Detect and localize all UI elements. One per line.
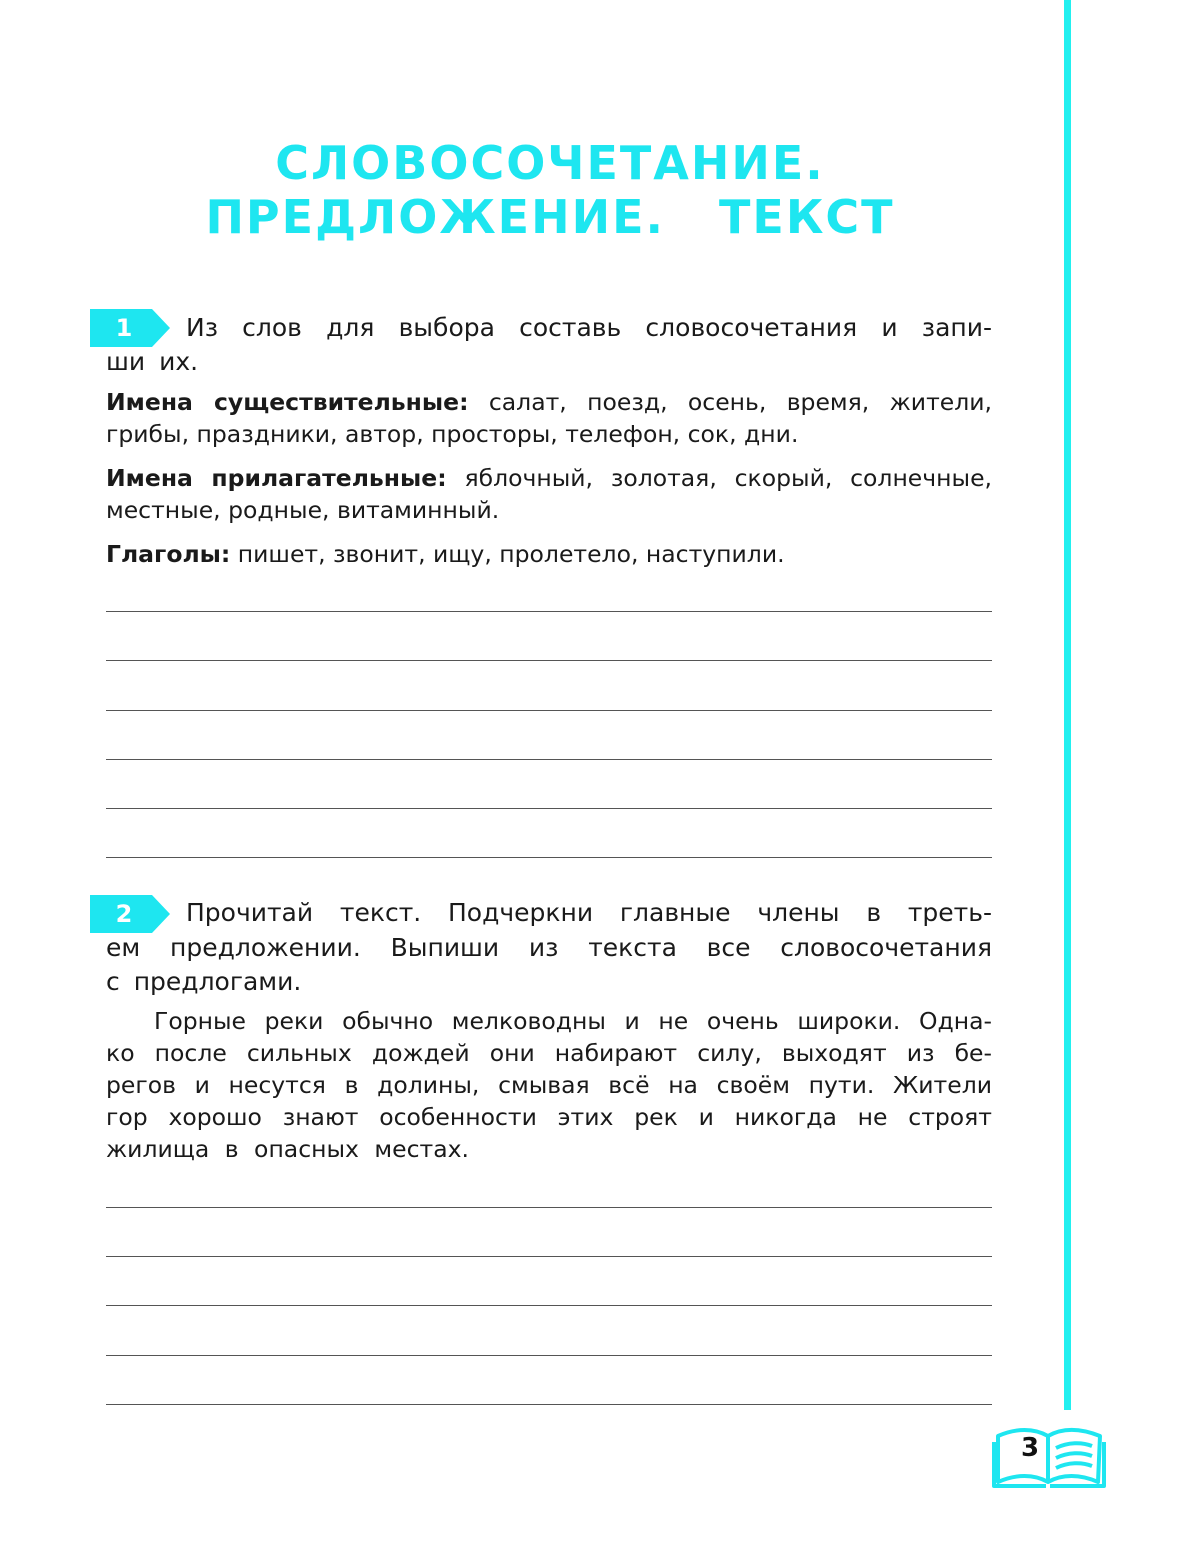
verbs-block xyxy=(106,538,992,570)
answer-line[interactable] xyxy=(106,1256,992,1257)
exercise-2-number: 2 xyxy=(115,900,133,928)
exercise-2-task-line2: ем предложении. Выпиши из текста все словосочетания xyxy=(106,933,992,962)
reading-text xyxy=(106,1005,992,1165)
adjectives-label: Имена прилагательные: xyxy=(106,464,447,492)
nouns-block xyxy=(106,386,992,450)
reading-text-line1: Горные реки обычно мелководны и не очень широки. Одна- xyxy=(154,1007,992,1035)
verbs-label: Глаголы: xyxy=(106,540,231,568)
answer-line[interactable] xyxy=(106,611,992,612)
answer-line[interactable] xyxy=(106,660,992,661)
answer-line[interactable] xyxy=(106,1305,992,1306)
exercise-2-task-line3: с предлогами. xyxy=(106,967,302,996)
nouns-label: Имена существительные: xyxy=(106,388,469,416)
verbs-line1 xyxy=(106,538,992,570)
verbs-words-line1: пишет, звонит, ищу, пролетело, наступили. xyxy=(230,540,785,568)
nouns-words-line2: грибы, праздники, автор, просторы, телефон, сок, дни. xyxy=(106,420,799,448)
adjectives-line1 xyxy=(106,462,992,494)
exercise-1-number: 1 xyxy=(115,314,133,342)
answer-line[interactable] xyxy=(106,1355,992,1356)
adjectives-words-line2: местные, родные, витаминный. xyxy=(106,496,500,524)
exercise-2-task-line1: Прочитай текст. Подчеркни главные члены в треть- xyxy=(186,898,992,927)
answer-line[interactable] xyxy=(106,857,992,858)
page-number: 3 xyxy=(1020,1433,1040,1463)
reading-text-line3: регов и несутся в долины, смывая всё на своём пути. Жители xyxy=(106,1071,992,1099)
answer-line[interactable] xyxy=(106,1404,992,1405)
reading-text-line2: ко после сильных дождей они набирают силу, выходят из бе- xyxy=(106,1039,992,1067)
answer-line[interactable] xyxy=(106,808,992,809)
nouns-line1 xyxy=(106,386,992,418)
reading-text-line4: гор хорошо знают особенности этих рек и никогда не строят xyxy=(106,1103,992,1131)
exercise-1-badge xyxy=(90,309,170,347)
nouns-words-line1: салат, поезд, осень, время, жители, xyxy=(468,388,992,416)
answer-line[interactable] xyxy=(106,759,992,760)
reading-text-line5: жилища в опасных местах. xyxy=(106,1135,469,1163)
answer-line[interactable] xyxy=(106,710,992,711)
exercise-1-task-line1: Из слов для выбора составь словосочетания и запи- xyxy=(186,313,992,342)
page-title-line2: ПРЕДЛОЖЕНИЕ. ТЕКСТ xyxy=(205,190,895,244)
adjectives-words-line1: яблочный, золотая, скорый, солнечные, xyxy=(446,464,992,492)
page-title-line1: СЛОВОСОЧЕТАНИЕ. xyxy=(275,136,825,190)
answer-line[interactable] xyxy=(106,1207,992,1208)
adjectives-block xyxy=(106,462,992,526)
exercise-1-task-line2: ши их. xyxy=(106,347,199,376)
exercise-2-badge xyxy=(90,895,170,933)
